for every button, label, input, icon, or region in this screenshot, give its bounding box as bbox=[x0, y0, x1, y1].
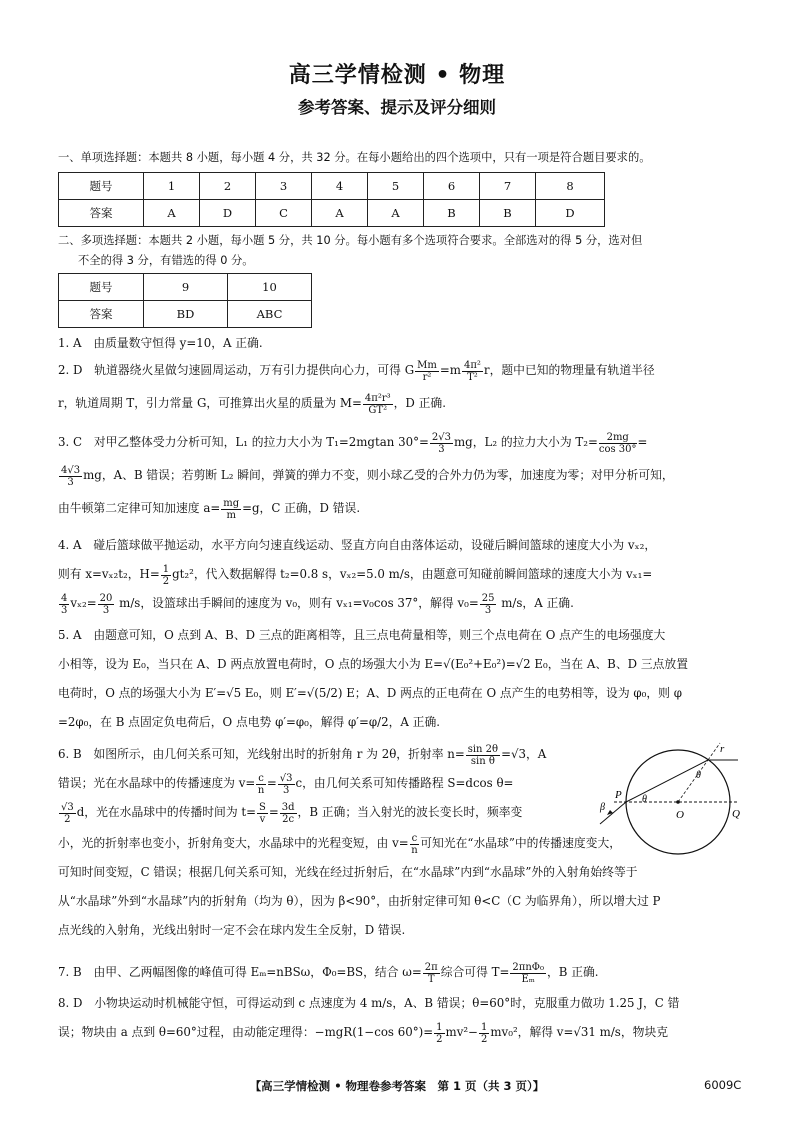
label-r: r bbox=[720, 743, 725, 755]
explanation-text: d，光在水晶球中的传播时间为 t= bbox=[76, 805, 257, 819]
explanation-text: 错误；光在水晶球中的传播速度为 v= bbox=[58, 776, 256, 790]
fraction: $\frac{2mg}{\cos 30^\circ}$ bbox=[598, 431, 637, 455]
fraction: $\frac{S}{v}$ bbox=[259, 801, 266, 825]
fraction: $\frac{c}{n}$ bbox=[411, 832, 418, 856]
fraction: $\frac{4}{3}$ bbox=[61, 592, 68, 616]
explanation-text: m/s，设篮球出手瞬间的速度为 v₀，则有 vₓ₁=v₀cos 37°，解得 v₀= bbox=[115, 596, 479, 610]
answer-cell: A bbox=[312, 200, 368, 227]
fraction: $\frac{\text{4π²}}{\text{T²}}$ bbox=[463, 359, 481, 383]
fraction: $\frac{20}{3}$ bbox=[99, 592, 113, 616]
answer-cell: D bbox=[200, 200, 256, 227]
label-q: Q bbox=[732, 808, 740, 820]
question-number: 3 bbox=[256, 173, 312, 200]
label-p: P bbox=[615, 789, 622, 801]
explanation-text: 7. B 由甲、乙两幅图像的峰值可得 Eₘ=nBSω，Φ₀=BS，结合 ω= bbox=[58, 965, 422, 979]
question-number: 4 bbox=[312, 173, 368, 200]
fraction: $\frac{25}{3}$ bbox=[481, 592, 495, 616]
row-label: 题号 bbox=[59, 274, 144, 301]
question-number: 10 bbox=[228, 274, 312, 301]
explanation-text: 小相等，设为 E₀，当只在 A、D 两点放置电荷时，O 点的场强大小为 E=√(E₀²+E₀²)=√2 E₀，当在 A、B、D 三点放置 bbox=[58, 657, 689, 671]
explanation-q6: 6. B 如图所示，由几何关系可知，光线射出时的折射角 r 为 2θ，折射率 n= $\frac{\sin 2\theta}{\text{sin θ}}$ =√3，A 错误；光在水晶球中的传播速度为 v= $\frac{c}{n}$ = $\frac{√3}{3}$ c，由几何关系可知传播路程 S=dcos θ= $\frac{√3}{2}$ d，光在水晶球中的传播时间为 t= $\frac{S}{v}$ = $\frac{3d}{2c}$ ，B 正确；当入射光的波长变长时，频率变 bbox=[58, 743, 547, 825]
explanation-text: =√3，A bbox=[501, 747, 547, 761]
fraction: $\frac{Mm}{\text{r²}}$ bbox=[417, 359, 437, 383]
center-point bbox=[676, 800, 680, 804]
label-o: O bbox=[676, 809, 684, 821]
explanation-text: 综合可得 T= bbox=[440, 965, 510, 979]
explanation-text: mg，A、B 错误；若剪断 L₂ 瞬间，弹簧的弹力不变，则小球乙受的合外力仍为零，加速度为零；对甲分析可知， bbox=[83, 468, 674, 482]
explanation-q7 bbox=[58, 958, 746, 987]
explanation-text: mg，L₂ 的拉力大小为 T₂= bbox=[454, 435, 598, 449]
fraction: $\frac{2√3}{3}$ bbox=[431, 431, 451, 455]
answer-cell: D bbox=[536, 200, 605, 227]
fraction: $\frac{1}{2}$ bbox=[162, 563, 170, 587]
explanation-text: 可知光在“水晶球”中的传播速度变大， bbox=[420, 836, 622, 850]
label-beta: β bbox=[600, 802, 605, 813]
question-number: 9 bbox=[144, 274, 228, 301]
section2-heading-line2: 不全的得 3 分，有错选的得 0 分。 bbox=[78, 254, 254, 267]
fraction: $\frac{1}{2}$ bbox=[480, 1021, 488, 1045]
normal-extension bbox=[708, 743, 720, 760]
section2-heading bbox=[58, 231, 748, 271]
answer-cell: C bbox=[256, 200, 312, 227]
explanation-text: 5. A 由题意可知，O 点到 A、B、D 三点的距离相等，且三点电荷量相等，则三个点电荷在 O 点产生的电场强度大 bbox=[58, 628, 666, 642]
answer-cell: A bbox=[144, 200, 200, 227]
question-number: 6 bbox=[424, 173, 480, 200]
explanation-text: 小，光的折射率也变小，折射角变大，水晶球中的光程变短，由 v= bbox=[58, 836, 409, 850]
table-row bbox=[59, 301, 312, 328]
paper-code: 6009C bbox=[704, 1078, 742, 1092]
question-number: 5 bbox=[368, 173, 424, 200]
table-row bbox=[59, 274, 312, 301]
label-theta-2: θ bbox=[696, 770, 701, 781]
explanation-text: =2φ₀，在 B 点固定负电荷后，O 点电势 φ′=φ₀，解得 φ′=φ/2，A 正确. bbox=[58, 715, 441, 729]
explanation-text: 2. D 轨道器绕火星做匀速圆周运动，万有引力提供向心力，可得 G bbox=[58, 363, 415, 377]
page-footer: 【高三学情检测 • 物理卷参考答案 第 1 页（共 3 页）】 bbox=[249, 1079, 545, 1093]
explanation-text: 则有 x=vₓ₂t₂，H= bbox=[58, 567, 160, 581]
explanation-text: ，D 正确. bbox=[393, 396, 446, 410]
question-number: 7 bbox=[480, 173, 536, 200]
explanation-q4 bbox=[58, 531, 746, 618]
explanation-text: 3. C 对甲乙整体受力分析可知，L₁ 的拉力大小为 T₁=2mgtan 30°= bbox=[58, 435, 429, 449]
row-label: 答案 bbox=[59, 200, 144, 227]
explanation-q3: 3. C 对甲乙整体受力分析可知，L₁ 的拉力大小为 T₁=2mgtan 30°= $\frac{2√3}{3}$ mg，L₂ 的拉力大小为 T₂= $\frac{2mg}{\cos 30^\circ}$ = $\frac{4√3}{3}$ mg，A、B 错误；若剪断 L₂ 瞬间，弹簧的弹力不变，则小球乙受的合外力仍为零，加速度为零；对甲分析可知， 由牛顿第二定律可知加速度 a= $\frac{mg}{m}$ =g，C 正确，D 错误. bbox=[58, 431, 674, 521]
explanation-text: mv₀²，解得 v=√31 m/s，物块克 bbox=[490, 1025, 669, 1039]
explanation-text: ，B 正确. bbox=[547, 965, 599, 979]
explanation-text: 8. D 小物块运动时机械能守恒，可得运动到 c 点速度为 4 m/s，A、B 错误；θ=60°时，克服重力做功 1.25 J，C 错 bbox=[58, 996, 680, 1010]
section1-answer-table bbox=[58, 172, 605, 227]
explanation-text: gt₂²，代入数据解得 t₂=0.8 s，vₓ₂=5.0 m/s，由题意可知碰前瞬间篮球的速度大小为 vₓ₁= bbox=[172, 567, 653, 581]
explanation-text: vₓ₂= bbox=[70, 596, 97, 610]
fraction: $\frac{√3}{3}$ bbox=[279, 772, 293, 796]
crystal-ball-diagram bbox=[598, 738, 744, 856]
refracted-ray bbox=[626, 760, 708, 802]
explanation-text: 误；物块由 a 点到 θ=60°过程，由动能定理得：−mgR(1−cos 60°)= bbox=[58, 1025, 434, 1039]
row-label: 题号 bbox=[59, 173, 144, 200]
table-row bbox=[59, 200, 605, 227]
fraction: $\frac{√3}{2}$ bbox=[61, 801, 74, 825]
answer-cell: B bbox=[424, 200, 480, 227]
explanation-q5 bbox=[58, 621, 746, 737]
table-row bbox=[59, 173, 605, 200]
explanation-text: 由牛顿第二定律可知加速度 a= bbox=[58, 501, 221, 515]
fraction: $\frac{3d}{2c}$ bbox=[281, 801, 295, 825]
answer-cell: A bbox=[368, 200, 424, 227]
explanation-text: mv²− bbox=[445, 1025, 478, 1039]
answer-cell: BD bbox=[144, 301, 228, 328]
explanation-text: ，B 正确；当入射光的波长变长时，频率变 bbox=[297, 805, 523, 819]
answer-cell: B bbox=[480, 200, 536, 227]
explanation-text: ，题中已知的物理量有轨道半径 bbox=[489, 363, 655, 377]
section2-answer-table bbox=[58, 273, 312, 328]
fraction: $\frac{2\pi}{T}$ bbox=[424, 961, 438, 985]
page-subtitle: 参考答案、提示及评分细则 bbox=[298, 98, 496, 117]
question-number: 2 bbox=[200, 173, 256, 200]
explanation-text: c，由几何关系可知传播路程 S=dcos θ= bbox=[295, 776, 514, 790]
section2-heading-line1: 二、多项选择题：本题共 2 小题，每小题 5 分，共 10 分。每小题有多个选项符合要求。全部选对的得 5 分，选对但 bbox=[58, 234, 643, 247]
explanation-text: 从“水晶球”外到“水晶球”内的折射角（均为 θ），因为 β<90°，由折射定律可知 θ<C（C 为临界角），所以增大过 P bbox=[58, 894, 661, 908]
explanation-text: 可知时间变短，C 错误；根据几何关系可知，光线在经过折射后，在“水晶球”内到“水晶球”外的入射角始终等于 bbox=[58, 865, 638, 879]
question-number: 1 bbox=[144, 173, 200, 200]
fraction: $\frac{1}{2}$ bbox=[436, 1021, 443, 1045]
fraction: $\frac{4√3}{3}$ bbox=[61, 464, 81, 488]
explanation-text: r，轨道周期 T，引力常量 G，可推算出火星的质量为 M= bbox=[58, 396, 362, 410]
answer-cell: ABC bbox=[228, 301, 312, 328]
question-number: 8 bbox=[536, 173, 605, 200]
explanation-text: m/s，A 正确. bbox=[497, 596, 574, 610]
explanation-text: 点光线的入射角，光线出射时一定不会在球内发生全反射，D 错误. bbox=[58, 923, 406, 937]
section1-heading: 一、单项选择题：本题共 8 小题，每小题 4 分，共 32 分。在每小题给出的四个选项中，只有一项是符合题目要求的。 bbox=[58, 151, 651, 164]
normal-line bbox=[678, 760, 708, 802]
page-title: 高三学情检测 • 物理 bbox=[288, 63, 506, 88]
row-label: 答案 bbox=[59, 301, 144, 328]
explanation-q1 bbox=[58, 329, 746, 358]
explanation-text: 6. B 如图所示，由几何关系可知，光线射出时的折射角 r 为 2θ，折射率 n= bbox=[58, 747, 465, 761]
fraction: $\frac{\sin 2\theta}{\text{sin θ}}$ bbox=[467, 743, 499, 767]
explanation-q2: 2. D 轨道器绕火星做匀速圆周运动，万有引力提供向心力，可得 G $\frac{Mm}{\text{r²}}$ =m $\frac{\text{4π²}}{\text{T²}}$ r，题中已知的物理量有轨道半径 r，轨道周期 T，引力常量 G，可推算出火星的质量为 M= $\frac{\text{4π²r³}}{\text{GT²}}$ ，D 正确. bbox=[58, 359, 655, 416]
fraction: $\frac{\text{4π²r³}}{\text{GT²}}$ bbox=[364, 392, 391, 416]
explanation-text: =g，C 正确，D 错误. bbox=[242, 501, 361, 515]
explanation-text: 电荷时，O 点的场强大小为 E′=√5 E₀，则 E′=√(5/2) E；A、D 两点的正电荷在 O 点产生的电势相等，设为 φ₀，则 φ bbox=[58, 686, 682, 700]
explanation-text: 1. A 由质量数守恒得 y=10，A 正确. bbox=[58, 336, 263, 350]
fraction: $\frac{\text{2πnΦ₀}}{\text{Eₘ}}$ bbox=[512, 961, 544, 985]
explanation-q8 bbox=[58, 989, 746, 1047]
fraction: $\frac{mg}{m}$ bbox=[223, 497, 240, 521]
label-theta-1: θ bbox=[642, 794, 647, 805]
explanation-text: 4. A 碰后篮球做平抛运动，水平方向匀速直线运动、竖直方向自由落体运动，设碰后瞬间篮球的速度大小为 vₓ₂， bbox=[58, 538, 657, 552]
fraction: $\frac{c}{n}$ bbox=[257, 772, 265, 796]
